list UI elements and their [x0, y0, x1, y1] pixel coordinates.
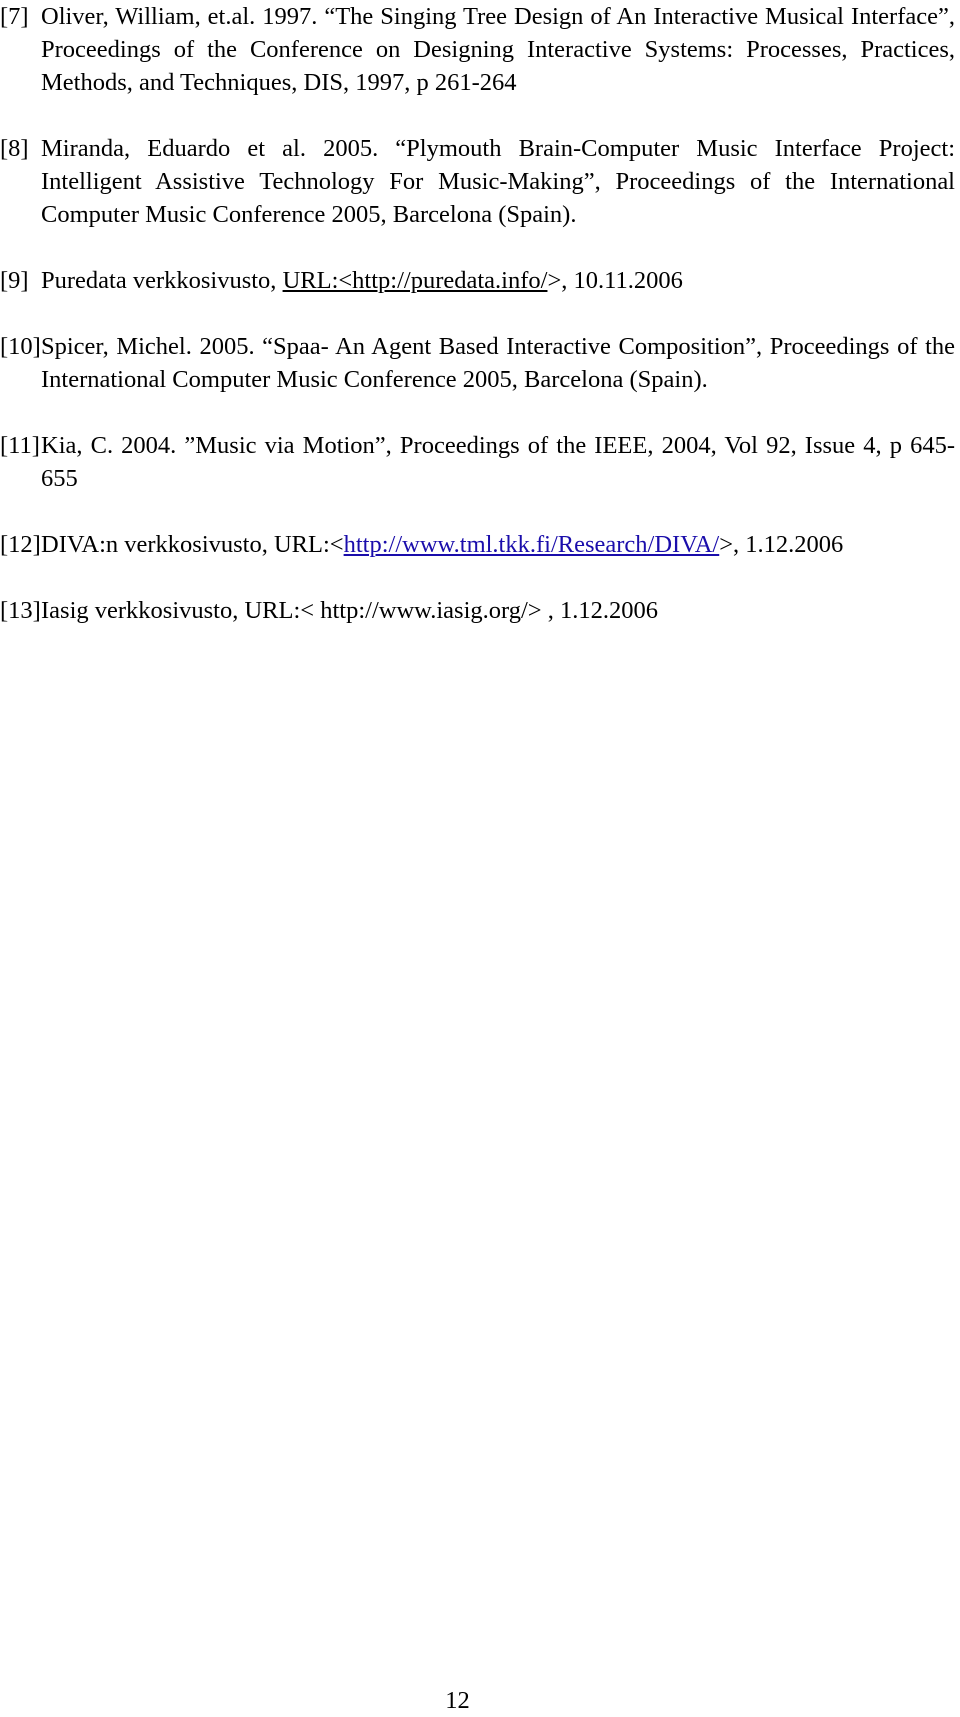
reference-item [0, 0, 955, 99]
reference-item [0, 132, 955, 231]
reference-number: [9] [0, 267, 29, 294]
reference-text-before: DIVA:n verkkosivusto, URL:< [41, 531, 344, 558]
reference-text: Kia, C. 2004. ”Music via Motion”, Proceedings of the IEEE, 2004, Vol 92, Issue 4, p 645- 655 [41, 432, 955, 492]
reference-number: [11] [0, 432, 40, 459]
reference-number: [8] [0, 135, 29, 162]
reference-link[interactable]: http://www.tml.tkk.fi/Research/DIVA/ [343, 531, 720, 558]
reference-number: [13] [0, 597, 41, 624]
reference-item [0, 330, 955, 396]
reference-text: Oliver, William, et.al. 1997. “The Singing Tree Design of An Interactive Musical Interface”, Proceedings of the Conference on Designing Interactive Systems: Processes, Practices, Methods, and Techniques, DIS, 1997, p 261-264 [41, 3, 955, 96]
reference-item [0, 528, 955, 561]
reference-number: [12] [0, 531, 41, 558]
reference-item [0, 594, 955, 627]
reference-link[interactable]: URL:<http://puredata.info/ [282, 267, 548, 294]
reference-text: Spicer, Michel. 2005. “Spaa- An Agent Based Interactive Composition”, Proceedings of the International Computer Music Conference 2005, Barcelona (Spain). [41, 333, 955, 393]
reference-list [0, 0, 955, 660]
reference-text-before: Puredata verkkosivusto, [41, 267, 283, 294]
reference-text: Iasig verkkosivusto, URL:< http://www.iasig.org/> , 1.12.2006 [41, 597, 658, 624]
reference-number: [10] [0, 333, 41, 360]
reference-text-after: >, 1.12.2006 [719, 531, 844, 558]
reference-text: Miranda, Eduardo et al. 2005. “Plymouth Brain-Computer Music Interface Project: Intelligent Assistive Technology For Music-Making”, Proceedings of the International Computer Music Conference 2005, Barcelona (Spain). [41, 135, 955, 228]
reference-text-after: >, 10.11.2006 [547, 267, 683, 294]
reference-item [0, 264, 955, 297]
reference-number: [7] [0, 3, 29, 30]
page-number: 12 [445, 1687, 470, 1714]
reference-item [0, 429, 955, 495]
